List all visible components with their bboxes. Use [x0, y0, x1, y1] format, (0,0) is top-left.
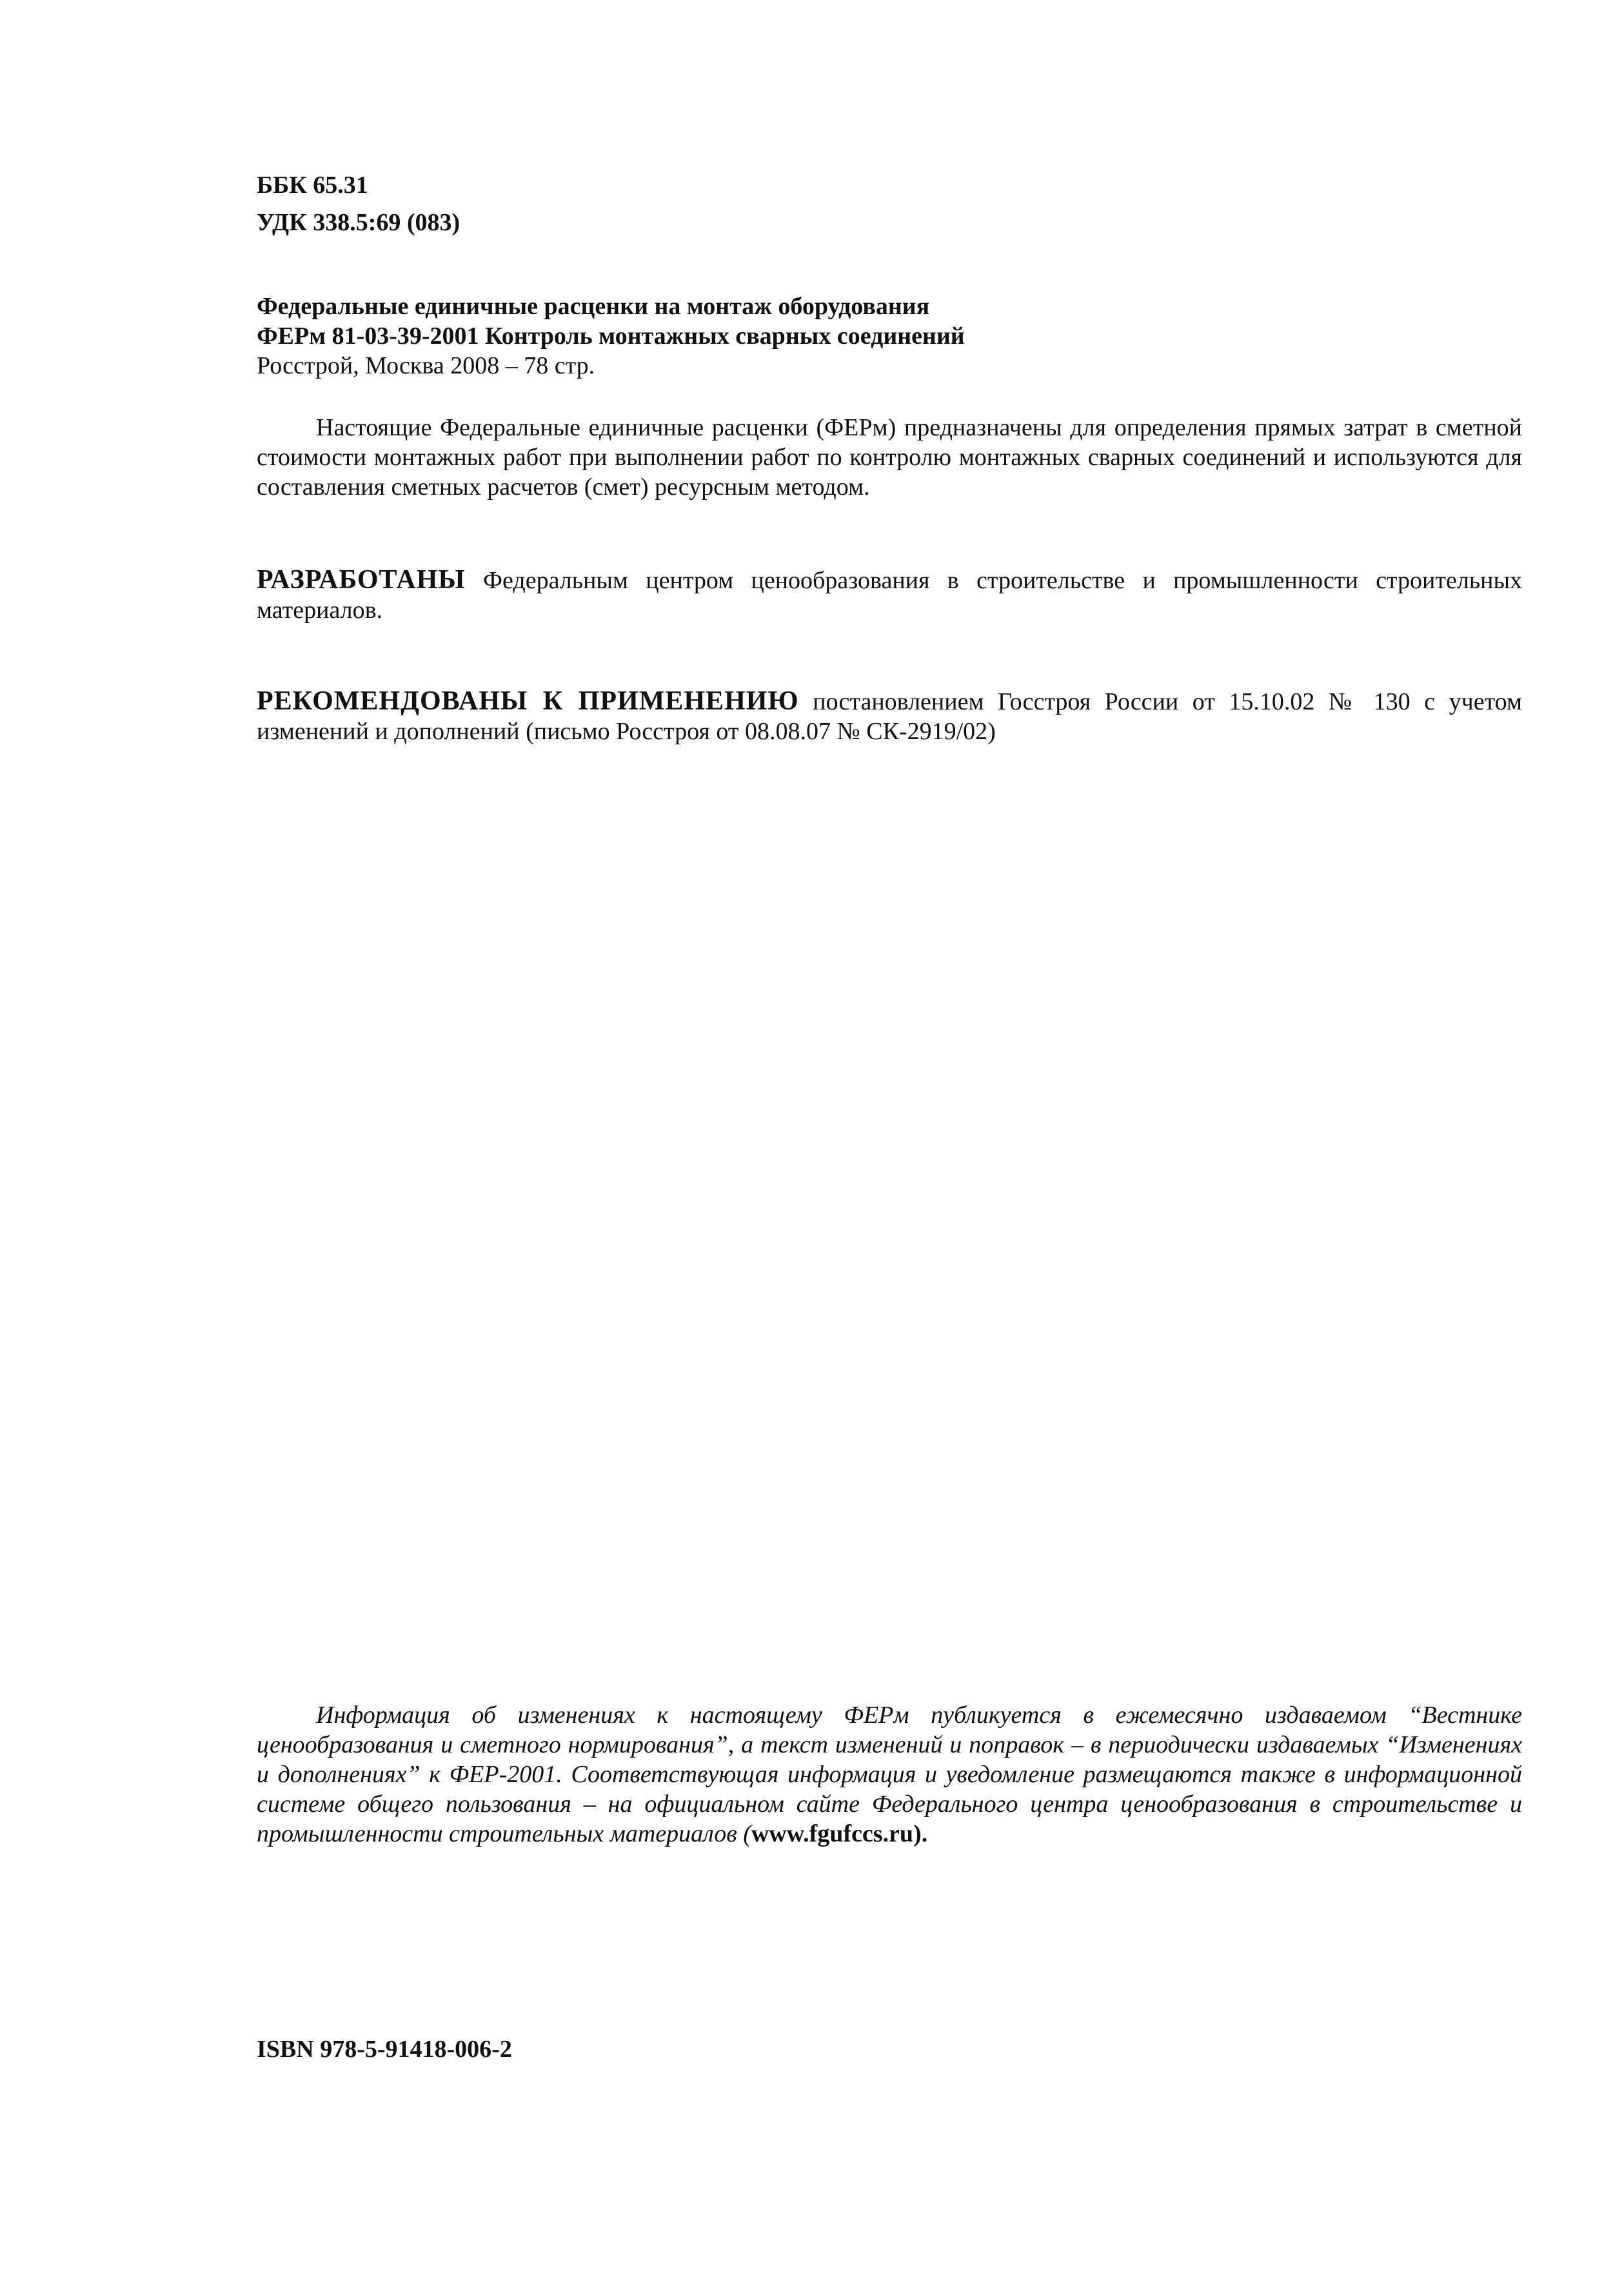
info-tail: ). [913, 1820, 928, 1847]
publisher-line: Росстрой, Москва 2008 – 78 стр. [257, 352, 595, 379]
developed-by-paragraph [257, 565, 1522, 625]
title-line-2: ФЕРм 81-03-39-2001 Контроль монтажных сварных соединений [257, 323, 965, 350]
recommended-text: постановлением Госстроя России от 15.10.02 № 130 с учетом изменений и дополнений (письмо Росстроя от 08.08.07 № СК-2919/02) [257, 688, 1522, 745]
info-text: Информация об изменениях к настоящему ФЕРм публикуется в ежемесячно издаваемом “Вестнике ценообразования и сметного нормирования”, а текст изменений и поправок – в периодически издаваемых “Изменениях и дополнениях” к ФЕР-2001. Соответствующая информация и уведомление размещаются также в информационной системе общего пользования – на официальном сайте Федерального центра ценообразования в строительстве и промышленности строительных материалов ( [257, 1702, 1522, 1847]
isbn: ISBN 978-5-91418-006-2 [257, 2036, 512, 2063]
info-paragraph [257, 1700, 1522, 1849]
summary-paragraph: Настоящие Федеральные единичные расценки (ФЕРм) предназначены для определения прямых затрат в сметной стоимости монтажных работ при выполнении работ по контролю монтажных сварных соединений и используются для составления сметных расчетов (смет) ресурсным методом. [257, 414, 1522, 501]
recommended-paragraph [257, 686, 1522, 746]
developed-text: Федеральным центром ценообразования в строительстве и промышленности строительных материалов. [257, 567, 1523, 624]
developed-label: РАЗРАБОТАНЫ [257, 565, 466, 595]
udk-code: УДК 338.5:69 (083) [257, 209, 460, 236]
document-title-block [257, 292, 1522, 381]
recommended-label: РЕКОМЕНДОВАНЫ К ПРИМЕНЕНИЮ [257, 686, 799, 716]
title-line-1: Федеральные единичные расценки на монтаж оборудования [257, 293, 930, 320]
classification-codes [257, 166, 1522, 241]
bbk-code: ББК 65.31 [257, 172, 368, 199]
website-link[interactable]: www.fgufccs.ru [751, 1820, 914, 1847]
